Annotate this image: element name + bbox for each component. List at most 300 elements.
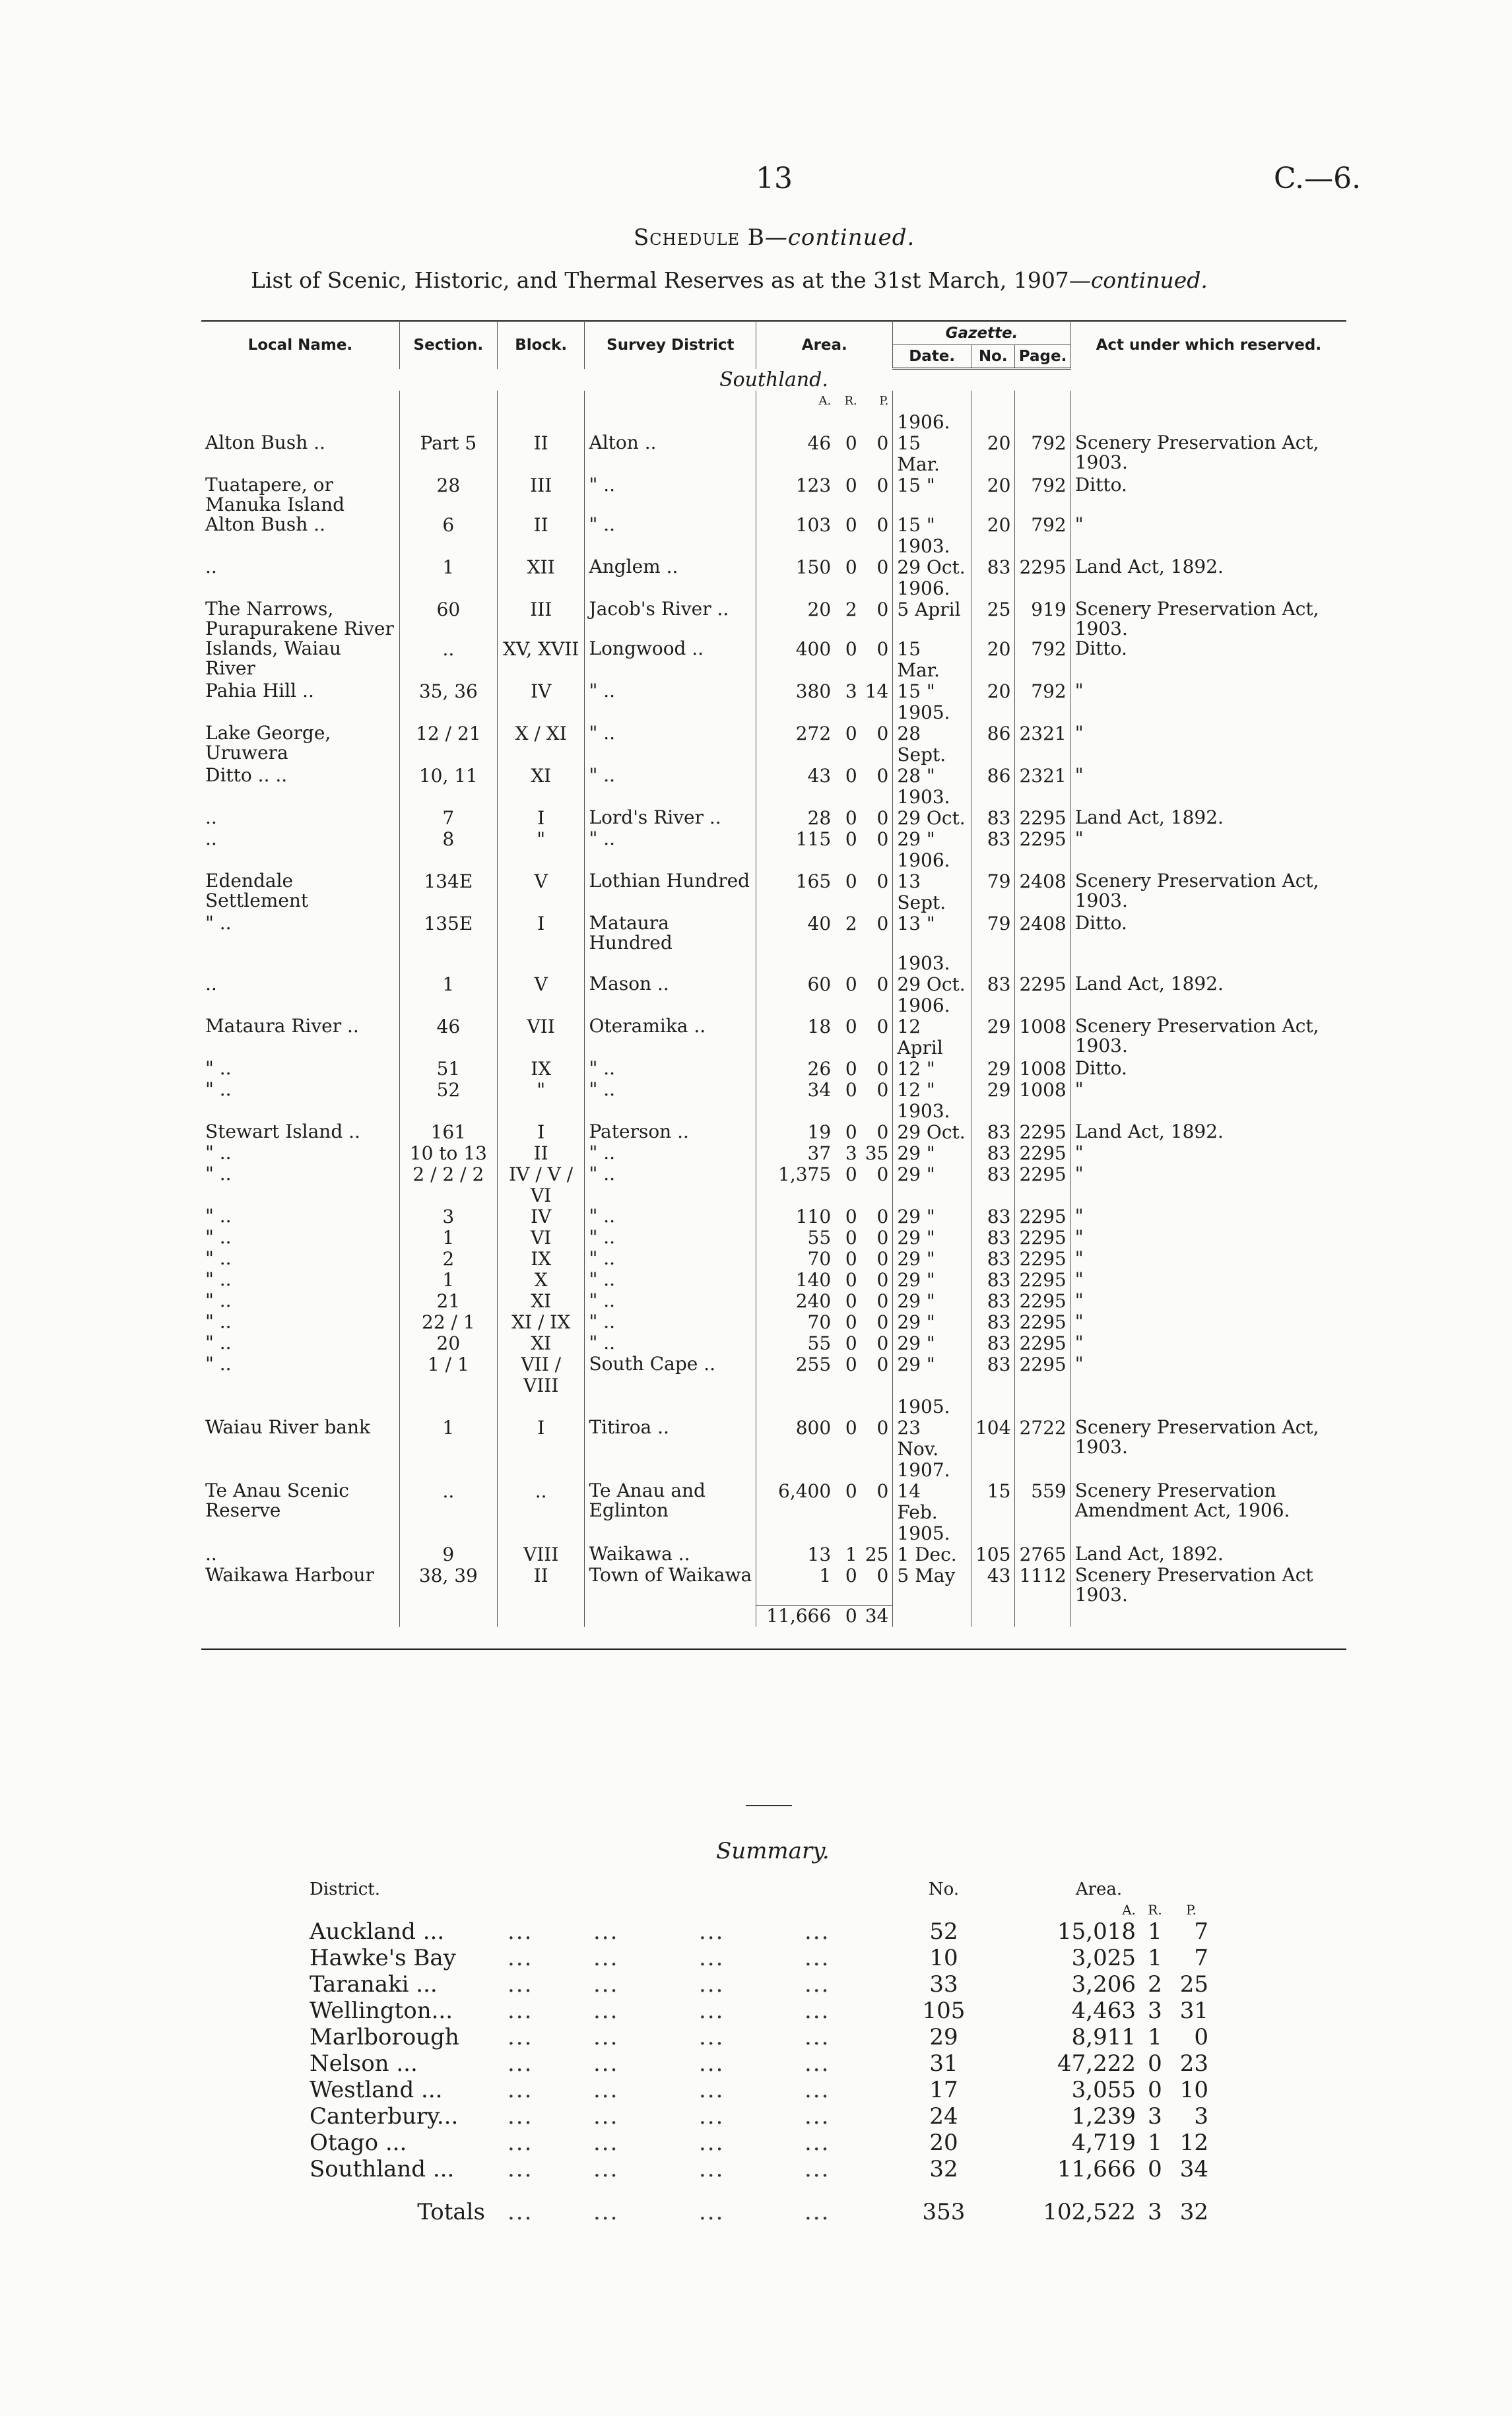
leader-dots: ...	[508, 2077, 533, 2103]
section: 10 to 13	[399, 1143, 497, 1164]
gazette-page: 2408	[1015, 871, 1070, 913]
leader-dots: ...	[593, 2077, 619, 2103]
area-roods: 3	[845, 680, 857, 702]
local-name: ..	[205, 828, 217, 849]
gazette-year: 1905.	[893, 1396, 971, 1418]
gazette-date: 13 "	[893, 913, 971, 953]
block: II	[497, 515, 585, 536]
leader-dots: ...	[805, 2130, 830, 2156]
section: Part 5	[399, 433, 497, 475]
block: "	[497, 829, 585, 850]
gazette-date: 23 Nov.	[893, 1418, 971, 1460]
local-name: " ..	[205, 1353, 232, 1375]
summary-roods: 1	[1148, 2024, 1162, 2050]
summary-total-perches: 32	[1179, 2199, 1208, 2225]
act-reserved: Scenery Preservation Act, 1903.	[1070, 1016, 1346, 1059]
leader-dots: ...	[593, 1998, 619, 2024]
summary-perches: 7	[1194, 1918, 1208, 1945]
block: IV / V / VI	[497, 1164, 585, 1206]
section: 135E	[399, 913, 497, 953]
leader-dots: ...	[508, 2024, 533, 2050]
local-name: Ditto .. ..	[205, 764, 288, 786]
gazette-date: 15 "	[893, 475, 971, 515]
area-perches: 0	[876, 765, 889, 787]
local-name: Tuatapere, or Manuka Island	[205, 474, 345, 515]
summary-no: 29	[929, 2024, 958, 2050]
area-roods: 2	[845, 599, 857, 620]
gazette-no: 83	[971, 1312, 1014, 1333]
summary-roods: 1	[1148, 1945, 1162, 1971]
table-row	[201, 1143, 1346, 1164]
area-perches: 0	[876, 1269, 889, 1291]
area-perches: 0	[876, 870, 889, 892]
gazette-page: 2295	[1015, 1122, 1070, 1143]
summary-roods: 1	[1148, 1918, 1162, 1945]
gazette-page: 559	[1015, 1481, 1070, 1523]
block: XI	[497, 766, 585, 787]
area-perches: 0	[876, 973, 889, 995]
gazette-no: 43	[971, 1565, 1014, 1605]
gazette-no: 86	[971, 766, 1014, 787]
gazette-page: 2295	[1015, 1164, 1070, 1206]
gazette-year: 1905.	[893, 702, 971, 723]
header-section: Section.	[399, 321, 497, 369]
area-perches: 0	[876, 1016, 889, 1037]
survey-district: " ..	[585, 515, 756, 536]
table-row	[201, 1206, 1346, 1227]
area-roods: 3	[845, 1142, 857, 1164]
summary-district: Otago ...	[310, 2130, 407, 2156]
gazette-date: 29 "	[893, 1333, 971, 1354]
survey-district: " ..	[585, 1270, 756, 1291]
table-row	[201, 1227, 1346, 1249]
gazette-page: 2321	[1015, 766, 1070, 787]
area-perches: 0	[876, 1565, 889, 1586]
area-acres: 1	[756, 1565, 836, 1605]
area-acres: 240	[756, 1291, 836, 1312]
area-roods: 0	[845, 514, 857, 536]
gazette-date: 29 "	[893, 1270, 971, 1291]
gazette-page: 1008	[1015, 1080, 1070, 1101]
act-reserved: "	[1070, 681, 1346, 702]
survey-district: Paterson ..	[585, 1122, 756, 1143]
summary-acres: 3,025	[1071, 1945, 1136, 1971]
section: 1 / 1	[399, 1354, 497, 1396]
area-perches: 0	[876, 1079, 889, 1101]
gazette-no: 15	[971, 1481, 1014, 1523]
gazette-no: 83	[971, 1333, 1014, 1354]
leader-dots: ...	[593, 2130, 619, 2156]
gazette-page: 2295	[1015, 1333, 1070, 1354]
act-reserved: Scenery Preservation Act, 1903.	[1070, 433, 1346, 475]
act-reserved: Ditto.	[1070, 639, 1346, 681]
block: IX	[497, 1249, 585, 1270]
area-acres: 19	[756, 1122, 836, 1143]
area-acres: 43	[756, 766, 836, 787]
summary-perches: 7	[1194, 1945, 1208, 1971]
leader-dots: ...	[593, 2156, 619, 2182]
block: II	[497, 1565, 585, 1605]
leader-dots: ...	[508, 2103, 533, 2130]
leader-dots: ...	[508, 1945, 533, 1971]
gazette-page: 2765	[1015, 1544, 1070, 1565]
summary-row	[307, 2077, 1211, 2103]
area-roods: 0	[845, 1121, 857, 1143]
table-row	[201, 515, 1346, 536]
table-row	[201, 1312, 1346, 1333]
header-block: Block.	[497, 321, 585, 369]
leader-dots: ...	[593, 2024, 619, 2050]
table-row	[201, 639, 1346, 681]
table-row	[201, 808, 1346, 829]
gazette-no: 83	[971, 829, 1014, 850]
act-reserved: "	[1070, 829, 1346, 850]
act-reserved: Scenery Preservation Act, 1903.	[1070, 599, 1346, 639]
gazette-no: 83	[971, 1122, 1014, 1143]
list-title-suffix: —continued.	[1068, 267, 1208, 293]
act-reserved: Scenery Preservation Act 1903.	[1070, 1565, 1346, 1605]
gazette-no: 83	[971, 1206, 1014, 1227]
block: III	[497, 599, 585, 639]
area-roods: 0	[845, 828, 857, 850]
survey-district: Te Anau and Eglinton	[585, 1481, 756, 1523]
leader-dots: ...	[593, 2103, 619, 2130]
area-acres: 55	[756, 1333, 836, 1354]
gazette-no: 83	[971, 1270, 1014, 1291]
summary-total-roods: 3	[1148, 2199, 1162, 2225]
local-name: " ..	[205, 1205, 232, 1227]
local-name: ..	[205, 556, 217, 577]
area-roods: 0	[845, 1290, 857, 1312]
total-perches: 34	[861, 1605, 893, 1627]
local-name: " ..	[205, 1311, 232, 1332]
section: 60	[399, 599, 497, 639]
area-acres: 255	[756, 1354, 836, 1396]
act-reserved: Ditto.	[1070, 913, 1346, 953]
section: 1	[399, 974, 497, 995]
local-name: Waiau River bank	[205, 1416, 370, 1438]
area-acres: 1,375	[756, 1164, 836, 1206]
header-page: Page.	[1015, 345, 1070, 369]
block: XI / IX	[497, 1312, 585, 1333]
leader-dots: ...	[699, 1918, 725, 1945]
survey-district: " ..	[585, 1143, 756, 1164]
section: 1	[399, 557, 497, 578]
section: 12 / 21	[399, 723, 497, 766]
gazette-page: 2295	[1015, 1249, 1070, 1270]
survey-district: " ..	[585, 1291, 756, 1312]
gazette-page: 2295	[1015, 1143, 1070, 1164]
area-roods: 0	[845, 1227, 857, 1249]
area-perches: 25	[865, 1544, 889, 1565]
block: XI	[497, 1291, 585, 1312]
leader-dots: ...	[508, 2130, 533, 2156]
summary-acres: 8,911	[1071, 2024, 1136, 2050]
gazette-no: 83	[971, 557, 1014, 578]
section: 1	[399, 1418, 497, 1460]
gazette-page: 792	[1015, 475, 1070, 515]
gazette-page: 2295	[1015, 829, 1070, 850]
block: V	[497, 871, 585, 913]
local-name: " ..	[205, 1142, 232, 1163]
gazette-date: 15 Mar.	[893, 639, 971, 681]
gazette-no: 83	[971, 974, 1014, 995]
summary-acres: 11,666	[1057, 2156, 1136, 2182]
survey-district: Mataura Hundred	[585, 913, 756, 953]
survey-district: " ..	[585, 766, 756, 787]
table-row	[201, 766, 1346, 787]
leader-dots: ...	[508, 2156, 533, 2182]
leader-dots: ...	[593, 2050, 619, 2077]
section: 51	[399, 1059, 497, 1080]
gazette-date: 13 Sept.	[893, 871, 971, 913]
summary-row	[307, 2050, 1211, 2077]
gazette-no: 83	[971, 1249, 1014, 1270]
summary-total-acres: 102,522	[1043, 2199, 1136, 2225]
gazette-page: 2295	[1015, 974, 1070, 995]
summary-no: 33	[929, 1971, 958, 1998]
area-acres: 380	[756, 681, 836, 702]
summary-header-area: Area.	[1075, 1879, 1123, 1899]
summary-roods: 2	[1148, 1971, 1162, 1998]
gazette-page: 2295	[1015, 808, 1070, 829]
survey-district: Anglem ..	[585, 557, 756, 578]
summary-row	[307, 1945, 1211, 1971]
area-roods: 0	[845, 723, 857, 744]
gazette-date: 29 "	[893, 1291, 971, 1312]
leader-dots: ...	[593, 1945, 619, 1971]
total-acres: 11,666	[756, 1605, 836, 1627]
gazette-no: 20	[971, 475, 1014, 515]
block: XII	[497, 557, 585, 578]
area-roods: 0	[845, 556, 857, 578]
act-reserved: "	[1070, 1333, 1346, 1354]
local-name: Mataura River ..	[205, 1015, 359, 1037]
area-roods: 0	[845, 973, 857, 995]
summary-perches: 34	[1179, 2156, 1208, 2182]
leader-dots: ...	[699, 1998, 725, 2024]
table-row	[201, 723, 1346, 766]
table-row	[201, 1270, 1346, 1291]
gazette-no: 83	[971, 808, 1014, 829]
table-row	[201, 1059, 1346, 1080]
survey-district: Mason ..	[585, 974, 756, 995]
table-row	[201, 1164, 1346, 1206]
gazette-date: 15 "	[893, 681, 971, 702]
area-roods: 2	[845, 913, 857, 934]
gazette-page: 792	[1015, 433, 1070, 475]
area-roods: 0	[845, 1016, 857, 1037]
summary-unit-roods: R.	[1148, 1902, 1162, 1918]
section: 52	[399, 1080, 497, 1101]
header-act: Act under which reserved.	[1070, 321, 1346, 369]
gazette-year: 1906.	[893, 850, 971, 871]
act-reserved: "	[1070, 1291, 1346, 1312]
block: V	[497, 974, 585, 995]
area-acres: 150	[756, 557, 836, 578]
area-acres: 28	[756, 808, 836, 829]
local-name: Waikawa Harbour	[205, 1564, 374, 1586]
local-name: Stewart Island ..	[205, 1121, 360, 1142]
gazette-date: 15 Mar.	[893, 433, 971, 475]
summary-row	[307, 1998, 1211, 2024]
leader-dots: ...	[508, 1971, 533, 1998]
gazette-year: 1903.	[893, 1101, 971, 1122]
table-row	[201, 1481, 1346, 1523]
section: 2 / 2 / 2	[399, 1164, 497, 1206]
act-reserved: "	[1070, 766, 1346, 787]
summary-district: Southland ...	[310, 2156, 455, 2182]
summary-acres: 15,018	[1057, 1918, 1136, 1945]
area-roods: 1	[845, 1544, 857, 1565]
section: 134E	[399, 871, 497, 913]
survey-district: " ..	[585, 723, 756, 766]
table-row	[201, 1565, 1346, 1605]
block: IX	[497, 1059, 585, 1080]
leader-dots: ...	[805, 2156, 830, 2182]
leader-dots: ...	[699, 2199, 725, 2225]
section: 38, 39	[399, 1565, 497, 1605]
summary-no: 10	[929, 1945, 958, 1971]
summary-perches: 31	[1179, 1998, 1208, 2024]
table-row	[201, 1333, 1346, 1354]
gazette-year: 1906.	[893, 995, 971, 1016]
gazette-date: 29 Oct.	[893, 808, 971, 829]
area-acres: 6,400	[756, 1481, 836, 1523]
block: X	[497, 1270, 585, 1291]
area-roods: 0	[845, 870, 857, 892]
leader-dots: ...	[593, 1918, 619, 1945]
area-perches: 35	[865, 1142, 889, 1164]
gazette-page: 919	[1015, 599, 1070, 639]
local-name: ..	[205, 806, 217, 828]
gazette-date: 14 Feb.	[893, 1481, 971, 1523]
leader-dots: ...	[699, 2130, 725, 2156]
summary-roods: 3	[1148, 2103, 1162, 2130]
block: VI	[497, 1227, 585, 1249]
summary-district: Canterbury...	[310, 2103, 459, 2130]
table-row	[201, 1080, 1346, 1101]
survey-district: Lothian Hundred	[585, 871, 756, 913]
leader-dots: ...	[699, 2156, 725, 2182]
survey-district: Longwood ..	[585, 639, 756, 681]
table-row	[201, 475, 1346, 515]
area-roods: 0	[845, 1163, 857, 1185]
header-survey-district: Survey District	[585, 321, 756, 369]
page-number: 13	[756, 162, 793, 195]
area-acres: 70	[756, 1249, 836, 1270]
local-name: Lake George, Uruwera	[205, 722, 331, 764]
gazette-page: 1112	[1015, 1565, 1070, 1605]
local-name: " ..	[205, 1268, 232, 1290]
summary-perches: 12	[1179, 2130, 1208, 2156]
section: 7	[399, 808, 497, 829]
survey-district: " ..	[585, 1080, 756, 1101]
gazette-no: 29	[971, 1080, 1014, 1101]
leader-dots: ...	[593, 1971, 619, 1998]
area-acres: 26	[756, 1059, 836, 1080]
gazette-page: 2321	[1015, 723, 1070, 766]
leader-dots: ...	[805, 1998, 830, 2024]
local-name: " ..	[205, 1163, 232, 1185]
area-perches: 0	[876, 599, 889, 620]
act-reserved: "	[1070, 1270, 1346, 1291]
summary-row	[307, 2103, 1211, 2130]
summary-header-district: District.	[310, 1879, 380, 1899]
gazette-date: 28 "	[893, 766, 971, 787]
area-perches: 0	[876, 432, 889, 454]
block: III	[497, 475, 585, 515]
gazette-no: 86	[971, 723, 1014, 766]
table-row	[201, 974, 1346, 995]
table-row	[201, 871, 1346, 913]
area-roods: 0	[845, 1269, 857, 1291]
summary-district: Hawke's Bay	[310, 1945, 456, 1971]
leader-dots: ...	[805, 2199, 830, 2225]
act-reserved: Ditto.	[1070, 475, 1346, 515]
gazette-year: 1906.	[893, 578, 971, 599]
block: XI	[497, 1333, 585, 1354]
act-reserved: "	[1070, 1227, 1346, 1249]
header-date: Date.	[893, 345, 971, 369]
gazette-date: 29 Oct.	[893, 557, 971, 578]
area-roods: 0	[845, 432, 857, 454]
table-row	[201, 913, 1346, 953]
survey-district: " ..	[585, 1249, 756, 1270]
section: 46	[399, 1016, 497, 1059]
area-roods: 0	[845, 1354, 857, 1375]
area-roods: 0	[845, 1206, 857, 1227]
act-reserved: Scenery Preservation Amendment Act, 1906.	[1070, 1481, 1346, 1523]
gazette-date: 29 "	[893, 829, 971, 850]
gazette-page: 2295	[1015, 1354, 1070, 1396]
gazette-no: 29	[971, 1059, 1014, 1080]
section: 10, 11	[399, 766, 497, 787]
leader-dots: ...	[699, 2077, 725, 2103]
survey-district: " ..	[585, 1164, 756, 1206]
act-reserved: Land Act, 1892.	[1070, 1544, 1346, 1565]
gazette-year: 1903.	[893, 536, 971, 557]
gazette-date: 29 "	[893, 1206, 971, 1227]
gazette-page: 792	[1015, 515, 1070, 536]
local-name: Alton Bush ..	[205, 513, 325, 535]
total-roods: 0	[835, 1605, 861, 1627]
area-acres: 123	[756, 475, 836, 515]
gazette-no: 29	[971, 1016, 1014, 1059]
area-perches: 0	[876, 1354, 889, 1375]
summary-no: 31	[929, 2050, 958, 2077]
local-name: ..	[205, 1543, 217, 1565]
gazette-page: 2295	[1015, 557, 1070, 578]
survey-district: Lord's River ..	[585, 808, 756, 829]
area-perches: 0	[876, 514, 889, 536]
summary-district: Nelson ...	[310, 2050, 418, 2077]
schedule-title	[634, 224, 915, 251]
block: I	[497, 808, 585, 829]
act-reserved: Land Act, 1892.	[1070, 1122, 1346, 1143]
section: 9	[399, 1544, 497, 1565]
section: 28	[399, 475, 497, 515]
block: II	[497, 1143, 585, 1164]
document-reference: C.—6.	[1274, 162, 1362, 195]
area-acres: 40	[756, 913, 836, 953]
survey-district: South Cape ..	[585, 1354, 756, 1396]
gazette-date: 29 Oct.	[893, 974, 971, 995]
area-perches: 0	[876, 1248, 889, 1270]
local-name: " ..	[205, 1057, 232, 1079]
gazette-date: 29 "	[893, 1354, 971, 1396]
section: 1	[399, 1270, 497, 1291]
